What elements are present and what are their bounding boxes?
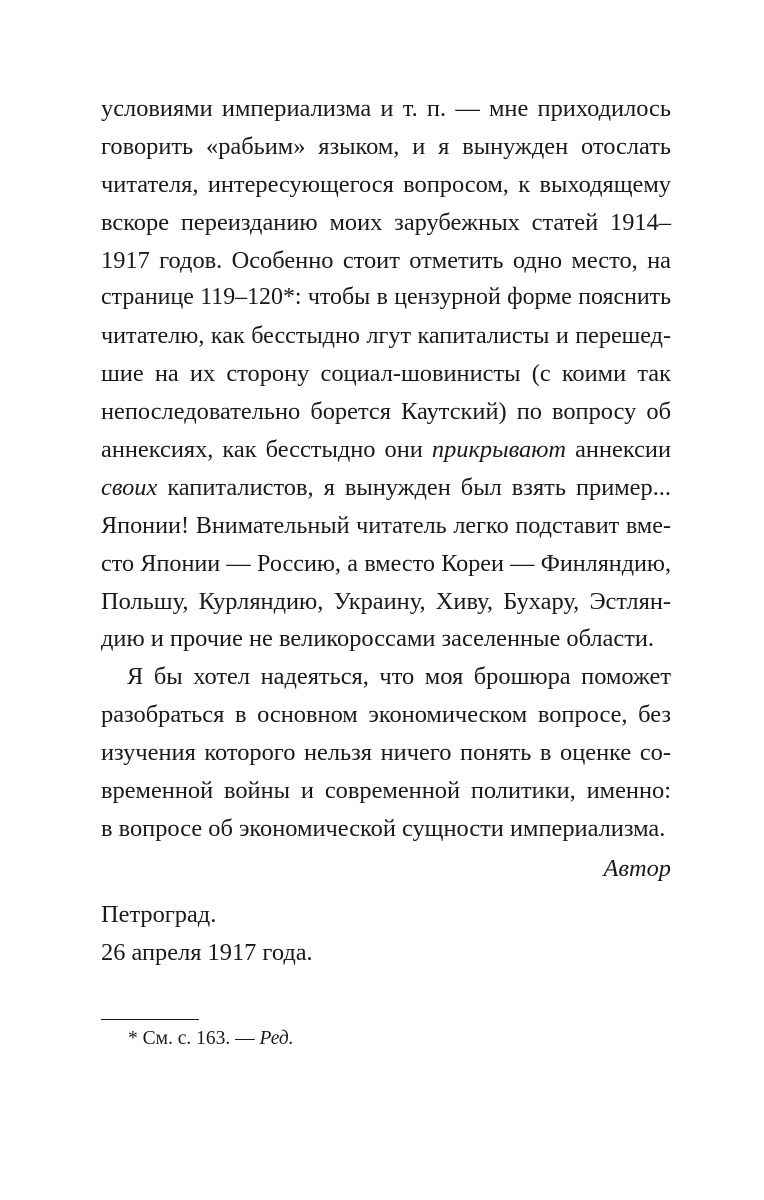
main-text [101, 90, 671, 972]
text-line: разобраться в основном экономическом вопросе, без [101, 701, 671, 729]
text-line: сто Японии — Россию, а вместо Кореи — Финляндию, [101, 549, 671, 577]
footnote-divider [101, 1019, 199, 1020]
emphasis-prikryvayut: прикрывают [431, 436, 567, 464]
date-line: 26 апреля 1917 года. [101, 938, 313, 966]
text-segment: капиталистов, я вынужден был взять пример... [157, 473, 671, 501]
text-line: читателю, как бесстыдно лгут капиталисты и перешед- [101, 322, 671, 350]
footnote-editor-mark: Ред. [259, 1028, 294, 1049]
text-line: Я бы хотел надеяться, что моя брошюра поможет [127, 663, 671, 691]
place-and-date [101, 896, 671, 972]
text-line-with-emphasis [101, 431, 671, 469]
emphasis-svoikh: своих [101, 473, 158, 501]
text-line: 1917 годов. Особенно стоит отметить одно место, на [101, 246, 671, 274]
text-segment: аннексиях, как бесстыдно они [101, 436, 432, 464]
text-line: временной войны и современной политики, именно: [101, 777, 671, 805]
text-line: читателя, интересующегося вопросом, к выходящему [101, 170, 671, 198]
text-line: шие на их сторону социал-шовинисты (с коими так [101, 360, 671, 388]
text-line: странице 119–120*: чтобы в цензурной форме пояснить [101, 284, 671, 311]
place-line: Петроград. [101, 900, 217, 928]
text-line: Польшу, Курляндию, Украину, Хиву, Бухару, Эстлян- [101, 587, 671, 615]
text-segment: аннексии [566, 436, 672, 464]
paragraph-2 [101, 658, 671, 847]
text-line: изучения которого нельзя ничего понять в оценке со- [101, 739, 671, 767]
footnote-text: * См. с. 163. — [128, 1028, 260, 1049]
text-line: дию и прочие не великороссами заселенные области. [101, 625, 655, 653]
text-line-with-emphasis [101, 469, 671, 507]
paragraph-1 [101, 90, 671, 658]
text-line: Японии! Внимательный читатель легко подставит вме- [101, 511, 671, 539]
text-line: в вопросе об экономической сущности империализма. [101, 814, 666, 842]
footnote [128, 1024, 294, 1054]
text-line: непоследовательно борется Каутский) по вопросу об [101, 398, 671, 426]
text-line: условиями империализма и т. п. — мне приходилось [101, 95, 671, 122]
text-line: вскоре переизданию моих зарубежных статей 1914– [101, 208, 671, 236]
author-signature: Автор [603, 854, 671, 882]
text-line: говорить «рабьим» языком, и я вынужден отослать [101, 132, 671, 160]
